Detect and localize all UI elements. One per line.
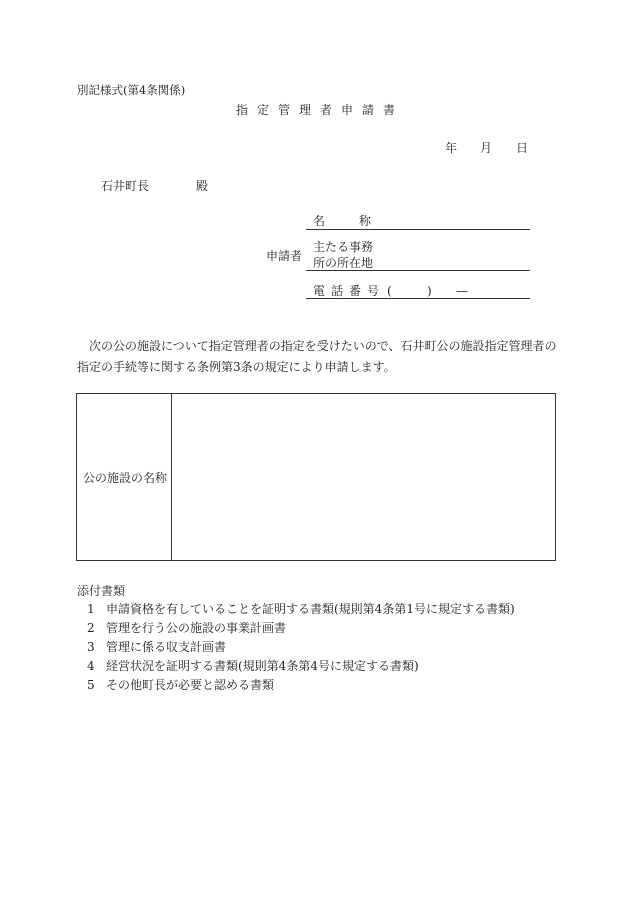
- document-title: 指定管理者申請書: [236, 103, 405, 117]
- name-label-part-1: 名: [313, 214, 326, 228]
- phone-field-underline[interactable]: [306, 298, 530, 299]
- address-field-underline[interactable]: [306, 270, 530, 271]
- attachment-item-text: 管理を行う公の施設の事業計画書: [106, 621, 287, 635]
- date-day-label: 日: [516, 141, 529, 155]
- phone-area-paren-close: ): [427, 284, 432, 298]
- applicant-label: 申請者: [266, 249, 303, 263]
- recipient-name: 石井町長: [101, 179, 150, 193]
- attachment-item-number: 3: [87, 640, 95, 654]
- facility-table-divider: [171, 394, 172, 560]
- attachment-item: [87, 641, 226, 653]
- body-text-line2: 指定の手続等に関する条例第3条の規定により申請します。: [77, 360, 396, 374]
- name-label-part-2: 称: [359, 214, 372, 228]
- attachment-item: [87, 679, 274, 691]
- attachment-item: [87, 603, 515, 615]
- form-label: 別記様式(第4条関係): [77, 83, 186, 97]
- attachment-item-number: 1: [87, 602, 95, 616]
- attachment-item-text: 経営状況を証明する書類(規則第4条第4号に規定する書類): [106, 659, 419, 673]
- date-month-label: 月: [480, 141, 493, 155]
- address-field-label-line2: 所の所在地: [313, 256, 374, 270]
- phone-dash: —: [456, 284, 468, 298]
- attachment-item-text: その他町長が必要と認める書類: [106, 678, 275, 692]
- attachment-item-number: 4: [87, 659, 95, 673]
- attachment-item-number: 5: [87, 678, 95, 692]
- address-field-label-line1: 主たる事務: [313, 240, 374, 254]
- facility-name-cell[interactable]: [173, 394, 555, 560]
- attachment-item: [87, 622, 286, 634]
- phone-area-paren-open: (: [387, 284, 392, 298]
- recipient-honorific: 殿: [196, 179, 209, 193]
- phone-field-label: 電話番号: [313, 284, 386, 298]
- name-field-underline[interactable]: [306, 229, 530, 230]
- attachments-heading: 添付書類: [77, 584, 126, 598]
- facility-table: [76, 393, 556, 561]
- name-field-label: [313, 215, 371, 227]
- attachment-item-text: 管理に係る収支計画書: [106, 640, 227, 654]
- body-text-line1: 次の公の施設について指定管理者の指定を受けたいので、石井町公の施設指定管理者の: [89, 339, 557, 353]
- facility-name-label: 公の施設の名称: [83, 471, 168, 485]
- attachment-item: [87, 660, 419, 672]
- attachment-item-number: 2: [87, 621, 95, 635]
- attachment-item-text: 申請資格を有していることを証明する書類(規則第4条第1号に規定する書類): [106, 602, 515, 616]
- date-year-label: 年: [445, 141, 458, 155]
